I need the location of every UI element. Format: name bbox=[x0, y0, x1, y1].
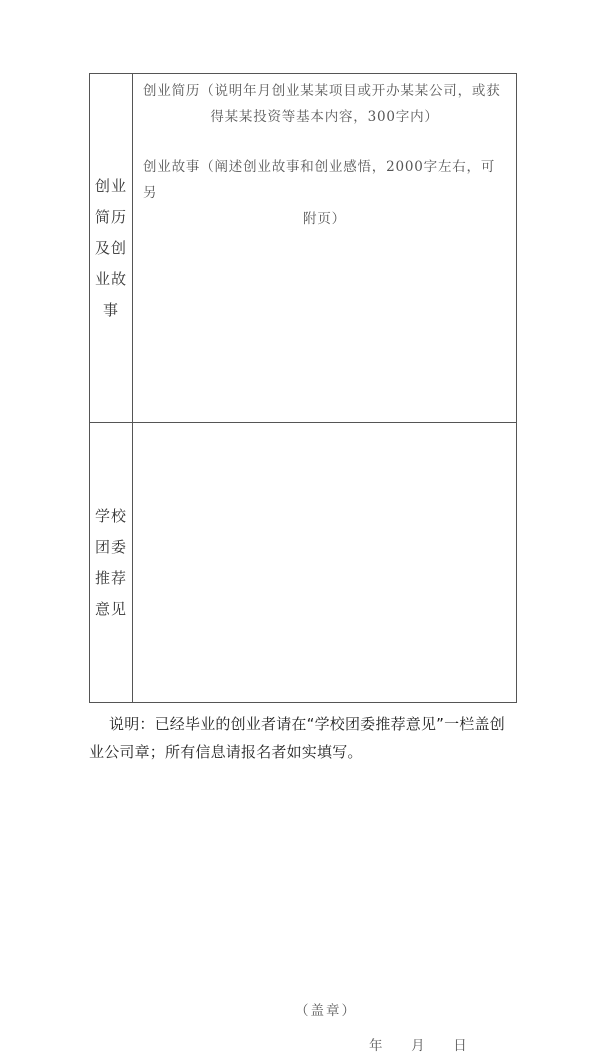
label-cell-history bbox=[90, 74, 133, 423]
story-instruction bbox=[133, 130, 516, 232]
seal-placeholder: （盖章） bbox=[295, 1003, 357, 1019]
resume-instruction-line2: 得某某投资等基本内容，300字内） bbox=[210, 109, 439, 125]
date-day: 日 bbox=[453, 1038, 467, 1054]
footnote-line2: 业公司章；所有信息请报名者如实填写。 bbox=[89, 743, 363, 761]
resume-instruction-line1: 创业简历（说明年月创业某某项目或开办某某公司，或获 bbox=[143, 83, 501, 99]
story-instruction-line2: 附页） bbox=[303, 211, 346, 227]
footnote bbox=[89, 710, 521, 766]
row-entrepreneurship-history bbox=[90, 74, 517, 423]
footnote-line1: 说明：已经毕业的创业者请在“学校团委推荐意见”一栏盖创 bbox=[109, 715, 505, 733]
date-line bbox=[369, 1034, 467, 1054]
content-cell-history bbox=[133, 74, 517, 423]
label-entrepreneurship-history: 创业简历及创业故事 bbox=[94, 176, 127, 319]
date-month: 月 bbox=[411, 1038, 425, 1054]
date-year: 年 bbox=[369, 1038, 383, 1054]
label-recommendation: 学校团委推荐意见 bbox=[94, 506, 127, 618]
label-cell-recommendation bbox=[90, 423, 133, 703]
resume-instruction bbox=[133, 74, 516, 130]
story-instruction-line1: 创业故事（阐述创业故事和创业感悟，2000字左右，可另 bbox=[143, 159, 496, 201]
row-recommendation bbox=[90, 423, 517, 703]
